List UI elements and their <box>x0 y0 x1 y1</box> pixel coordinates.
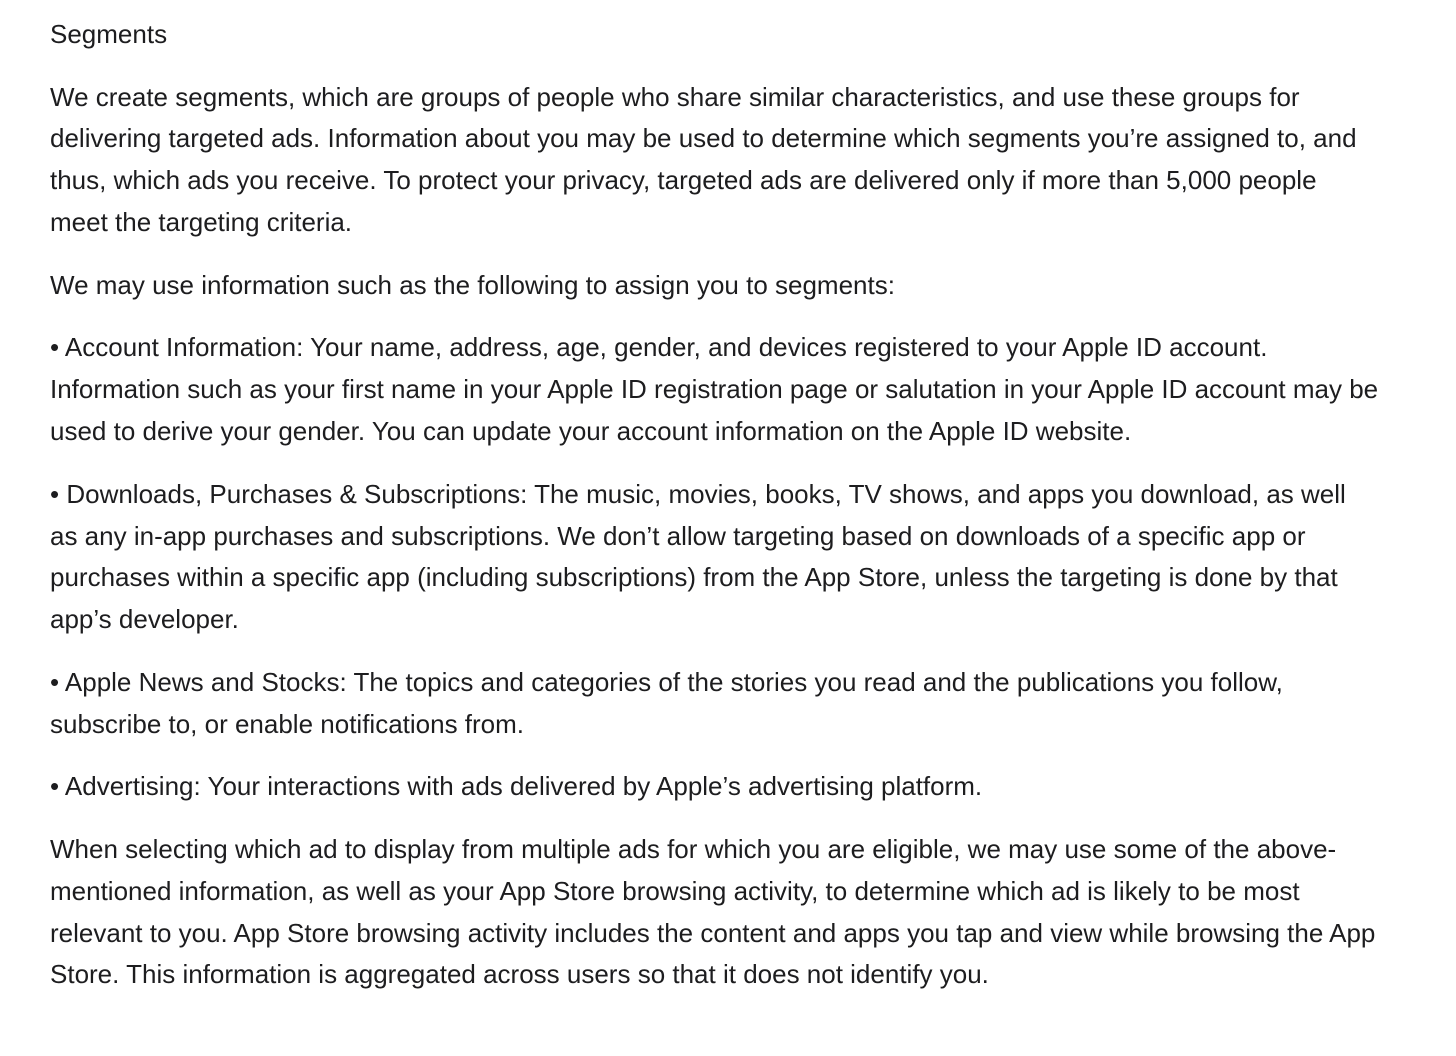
bullet-account-information: • Account Information: Your name, address, age, gender, and devices registered to your Apple ID account. Information such as your first name in your Apple ID registration page or salutation in your Apple ID account may be used to derive your gender. You can update your account information on the Apple ID website. <box>50 332 1379 447</box>
lead-in-paragraph: We may use information such as the following to assign you to segments: <box>50 269 895 300</box>
bullet-apple-news-stocks: • Apple News and Stocks: The topics and categories of the stories you read and the publications you follow, subscribe to, or enable notifications from. <box>50 666 1283 739</box>
bullet-downloads-purchases: • Downloads, Purchases & Subscriptions: The music, movies, books, TV shows, and apps you download, as well as any in-app purchases and subscriptions. We don’t allow targeting based on downloads of a specific app or purchases within a specific app (including subscriptions) from the App Store, unless the targeting is done by that app’s developer. <box>50 478 1346 635</box>
section-heading: Segments <box>50 19 168 49</box>
closing-paragraph: When selecting which ad to display from multiple ads for which you are eligible, we may use some of the above-mentioned information, as well as your App Store browsing activity, to determine which ad is likely to be most relevant to you. App Store browsing activity includes the content and apps you tap and view while browsing the App Store. This information is aggregated across users so that it does not identify you. <box>50 833 1376 990</box>
segments-section <box>50 14 1380 996</box>
bullet-advertising: • Advertising: Your interactions with ads delivered by Apple’s advertising platform. <box>50 771 983 802</box>
intro-paragraph: We create segments, which are groups of people who share similar characteristics, and use these groups for delivering targeted ads. Information about you may be used to determine which segments you’re assigned to, and thus, which ads you receive. To protect your privacy, targeted ads are delivered only if more than 5,000 people meet the targeting criteria. <box>50 81 1357 238</box>
